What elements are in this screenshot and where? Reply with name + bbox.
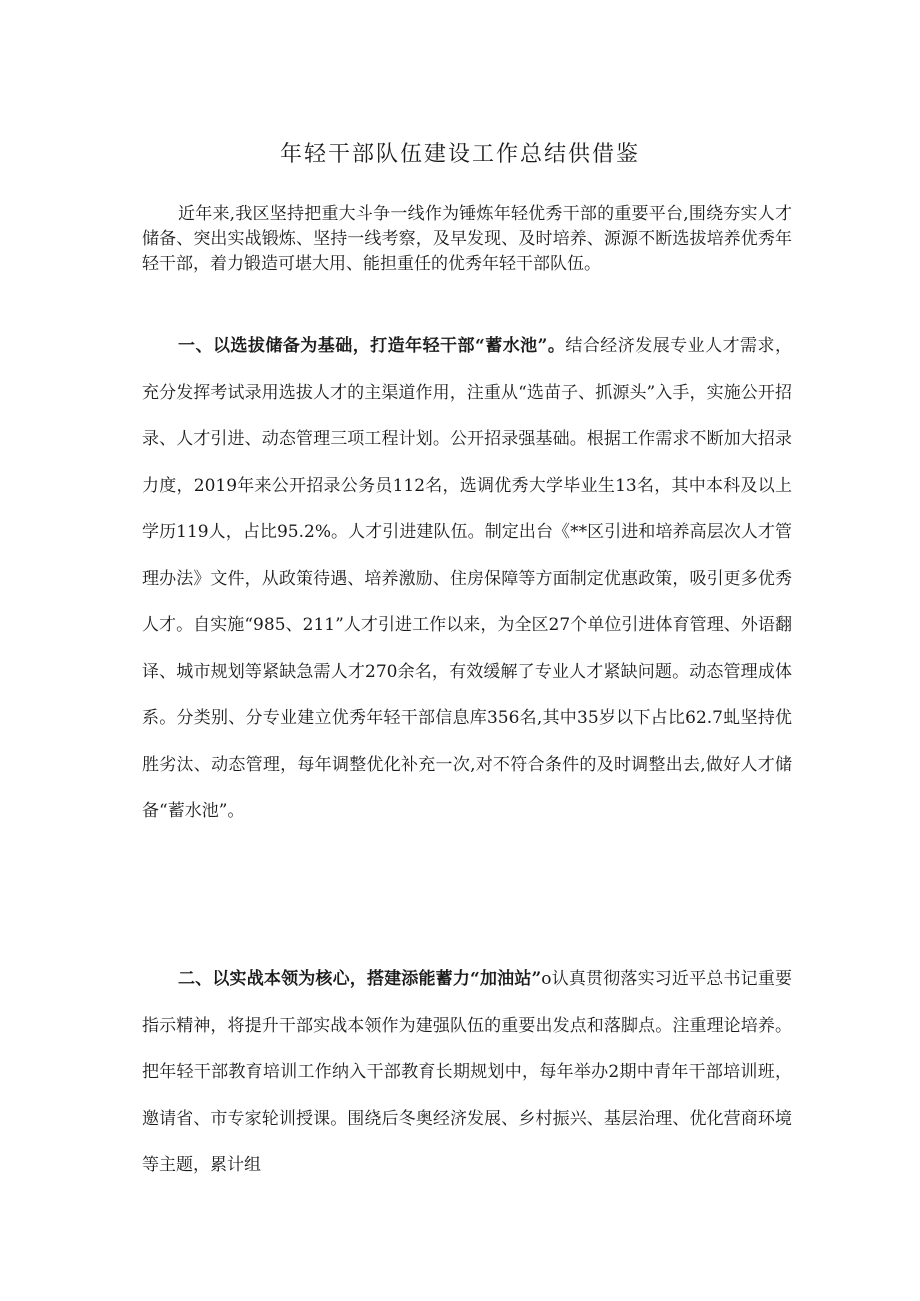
section-1-heading: 一、以选拔储备为基础，打造年轻干部“蓄水池”。: [178, 336, 566, 356]
section-2-body: o认真贯彻落实习近平总书记重要指示精神，将提升干部实战本领作为建强队伍的重要出发点和落脚点。注重理论培养。把年轻干部教育培训工作纳入干部教育长期规划中，每年举办2期中青年干部培训班，邀请省、市专家轮训授课。围绕后冬奥经济发展、乡村振兴、基层治理、优化营商环境等主题，累计组: [142, 969, 792, 1175]
section-2-paragraph: [142, 956, 792, 1189]
section-1-body: 结合经济发展专业人才需求，充分发挥考试录用选拔人才的主渠道作用，注重从“选苗子、抓源头”入手，实施公开招录、人才引进、动态管理三项工程计划。公开招录强基础。根据工作需求不断加大招录力度，2019年来公开招录公务员112名，选调优秀大学毕业生13名，其中本科及以上学历119人，占比95.2%。人才引进建队伍。制定出台《**区引进和培养高层次人才管理办法》文件，从政策待遇、培养激励、住房保障等方面制定优惠政策，吸引更多优秀人才。自实施“985、211”人才引进工作以来，为全区27个单位引进体育管理、外语翻译、城市规划等紧缺急需人才270余名，有效缓解了专业人才紧缺问题。动态管理成体系。分类别、分专业建立优秀年轻干部信息库356名,其中35岁以下占比62.7虬坚持优胜劣汰、动态管理，每年调整优化补充一次,对不符合条件的及时调整出去,做好人才储备“蓄水池”。: [142, 336, 792, 821]
intro-paragraph: 近年来,我区坚持把重大斗争一线作为锤炼年轻优秀干部的重要平台,围绕夯实人才储备、突出实战锻炼、坚持一线考察，及早发现、及时培养、源源不断选拔培养优秀年轻干部，着力锻造可堪大用、能担重任的优秀年轻干部队伍。: [142, 204, 792, 274]
section-2-heading: 二、以实战本领为核心，搭建添能蓄力“加油站”: [178, 969, 542, 989]
section-1-paragraph: [142, 323, 792, 835]
document-title: 年轻干部队伍建设工作总结供借鉴: [279, 142, 640, 167]
